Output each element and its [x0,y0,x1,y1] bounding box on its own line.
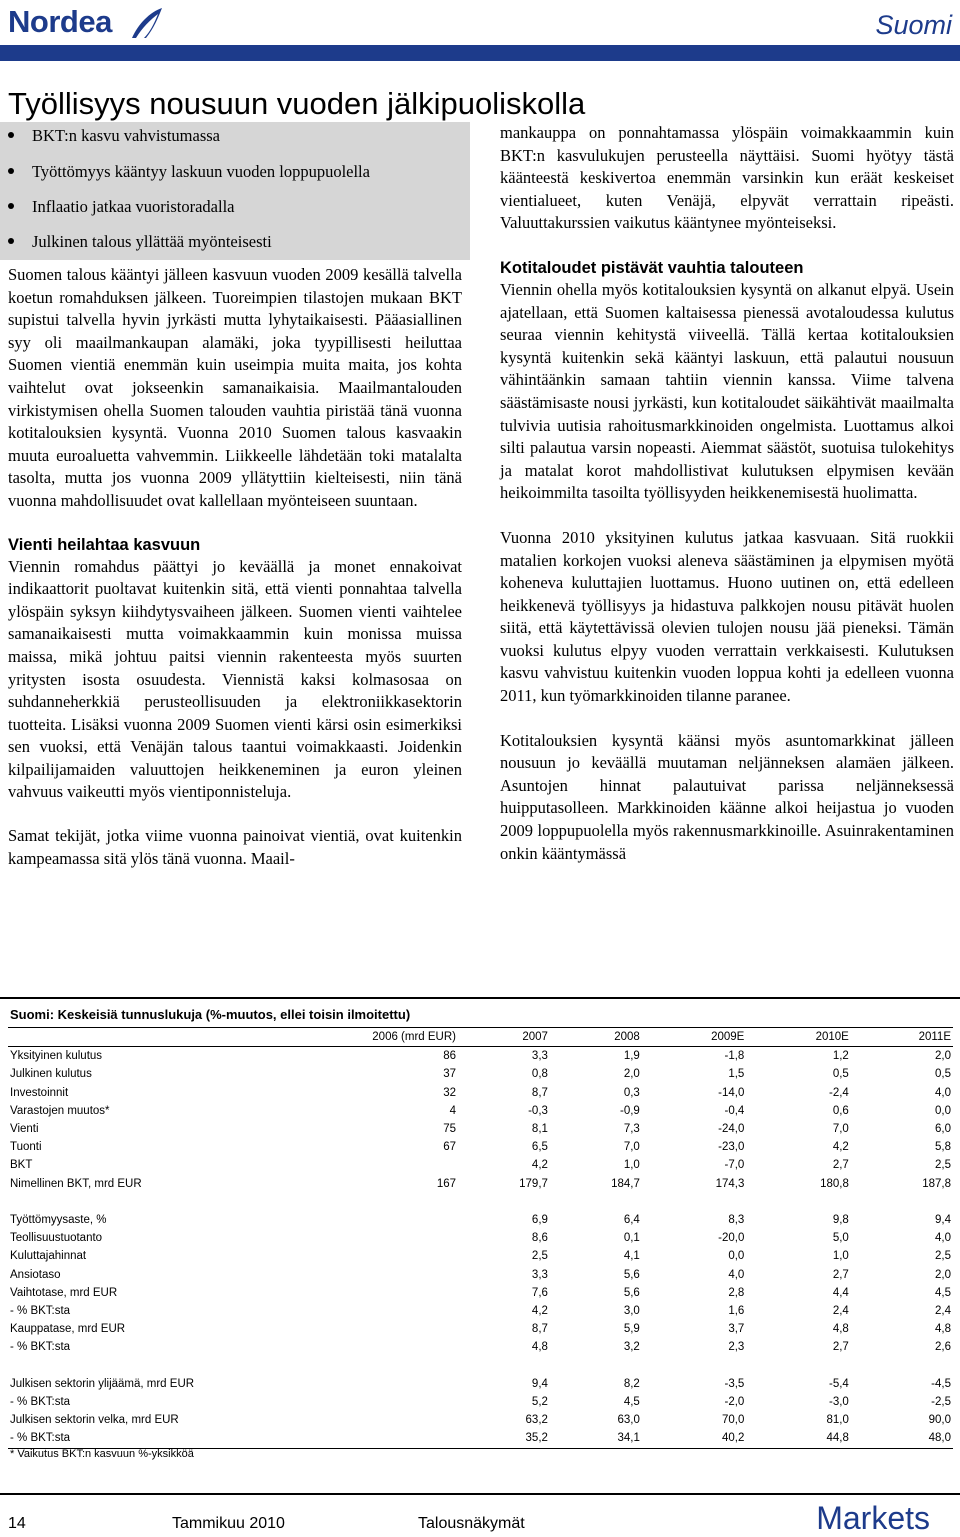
table-row [8,1065,953,1083]
value-cell: 8,7 [531,1086,548,1099]
table-row [8,1338,953,1356]
row-label: Nimellinen BKT, mrd EUR [10,1177,142,1190]
paragraph: Vuonna 2010 yksityinen kulutus jatkaa kasvuaan. Sitä ruokkii matalien korkojen vuoksi aleneva säästäminen ja elpymisen myötä koheneva kuluttajien luottamus. Huono uutinen on, että edelleen heikkenevä työllisyys ja hidastuva palkkojen nousu pitävät huolen siitä, että käytettävissä olevien tulojen nousu jää pieneksi. Tämän vuoksi kulutus elpyy vuoden verrattain verkkaisesti. Kulutuksen kasvu vahvistuu kuitenkin vuoden loppua kohti ja edelleen vuonna 2011, kun työmarkkinoiden tilanne paranee. [500,527,954,706]
value-cell: 2,0 [935,1268,951,1281]
paragraph: Viennin ohella myös kotitalouksien kysyntä on alkanut elpyä. Usein ajatellaan, että Suomen kaltaisessa pienessä avotaloudessa kulutus seuraa viennin kehitystä viiveellä. Tällä kertaa kotitalouksien kysyntä kuitenkin sekä kääntyi laskuun, että palautui nousuun vähintäänkin samaan tahtiin viennin kanssa. Viime talvena säästämisaste nousi jyrkästi, kun kotitaloudet säikähtivät maailmalta tulvivia uutisia rahoitusmarkkinoiden ongelmista. Luottamus alkoi silti palautua varsin nopeasti. Aiemmat säästöt, suotuisa tulokehitys ja matalat korot mahdollistivat kulutuksen elpymisen kevään heikoimmilta tasoilta työllisyyden heikkenemisestä huolimatta. [500,279,954,503]
value-cell: 2,4 [935,1305,951,1318]
table-title: Suomi: Keskeisiä tunnuslukuja (%-muutos, ellei toisin ilmoitettu) [10,1007,411,1022]
table-row [8,1084,953,1102]
value-cell: 1,2 [832,1050,849,1063]
row-label: Julkisen sektorin ylijäämä, mrd EUR [10,1377,195,1390]
value-cell [212,1393,458,1411]
summary-item: Inflaatio jatkaa vuoristoradalla [8,197,235,217]
table-row [8,1211,953,1229]
summary-item: BKT:n kasvu vahvistumassa [8,126,220,146]
row-label: Tuonti [10,1141,42,1154]
value-cell: 32 [443,1086,456,1099]
value-cell: 6,9 [531,1214,548,1227]
table-row [8,1266,953,1284]
value-cell: 184,7 [611,1177,640,1190]
bullet-icon [8,238,14,244]
value-cell: 167 [436,1177,456,1190]
table-row [8,1120,953,1138]
table-row [8,1047,953,1066]
paragraph: Viennin romahdus päättyi jo keväällä ja monet ennakoivat indikaattorit puoltavat kuitenkin sitä, että vienti ponnahtaa talvella ylöspäin syksyn kiihdytysvaiheen jälkeen. Suomen vienti vaihtelee samanaikaisesti mutta voimakkaammin kuin monissa muissa maissa, mikä johtuu paitsi viennin rakenteesta myös suurten yritysten isosta osuudesta. Viennistä kaksi kolmasosaa on suhdanneherkkiä perusteollisuuden ja elektroniikkasektorin tuotteita. Lisäksi vuonna 2009 Suomen vienti kärsi osin esimerkiksi sen vuoksi, että Venäjän talous taantui voimakkaasti. Joidenkin kilpailijamaiden valuuttojen heikkeneminen ja euron yleinen vahvuus vaikeutti myös vientiponnisteluja. [8,556,462,802]
value-cell: 174,3 [715,1177,745,1190]
value-cell [212,1266,458,1284]
value-cell [212,1284,458,1302]
brand-wordmark: Nordea [8,4,112,39]
value-cell: 0,0 [728,1250,745,1263]
table-row [8,1375,953,1393]
value-cell: 0,8 [531,1068,548,1081]
value-cell: 5,0 [832,1232,849,1245]
value-cell: 3,3 [531,1268,548,1281]
value-cell [212,1375,458,1393]
value-cell: 6,5 [531,1141,548,1154]
value-cell: 4,2 [531,1159,548,1172]
value-cell: 2,4 [832,1305,849,1318]
value-cell: -0,4 [724,1104,745,1117]
footer-date: Tammikuu 2010 [172,1515,285,1532]
table-row [8,1156,953,1174]
value-cell: 75 [443,1123,456,1136]
row-label: Investoinnit [10,1086,69,1099]
row-label: Teollisuustuotanto [10,1232,103,1245]
bullet-icon [8,203,14,209]
value-cell: 0,5 [935,1068,951,1081]
empty-cell [746,1357,851,1375]
value-cell: 180,8 [820,1177,849,1190]
empty-cell [8,1193,212,1211]
value-cell: 4,8 [832,1323,849,1336]
value-cell: 3,0 [623,1305,640,1318]
value-cell: -5,4 [829,1377,849,1390]
empty-cell [458,1193,550,1211]
value-cell: -2,5 [931,1396,951,1409]
empty-cell [642,1193,747,1211]
bullet-icon [8,132,14,138]
value-cell: 8,6 [531,1232,548,1245]
value-cell: 4,5 [623,1396,640,1409]
value-cell: 2,0 [935,1050,951,1063]
empty-cell [212,1357,458,1375]
value-cell: -7,0 [724,1159,745,1172]
header-cell: 2007 [458,1028,550,1047]
header-cell: 2006 (mrd EUR) [212,1028,458,1047]
paragraph: Samat tekijät, jotka viime vuonna painoivat vientiä, ovat kuitenkin kampeamassa sitä ylös tänä vuonna. Maail- [8,826,462,868]
bullet-icon [8,168,14,174]
value-cell: 3,7 [728,1323,745,1336]
value-cell: 4,4 [832,1286,849,1299]
value-cell: 86 [443,1050,456,1063]
value-cell: 5,9 [623,1323,640,1336]
value-cell: 0,0 [935,1104,951,1117]
paragraph: Kotitalouksien kysyntä käänsi myös asuntomarkkinat jälleen nousuun jo keväällä muutaman neljänneksen alamäen jälkeen. Asuntojen hinnat palautuivat parissa neljänneksessä huipputasolleen. Markkinoiden käänne alkoi heijastua jo vuoden 2009 loppupuolella myös rakennusmarkkinoille. Asuinrakentaminen onkin kääntymässä [500,730,954,863]
row-label: Kauppatase, mrd EUR [10,1323,126,1336]
row-label: Julkinen kulutus [10,1068,92,1081]
value-cell: -20,0 [718,1232,745,1245]
value-cell: 8,3 [728,1214,745,1227]
table-spacer-row [8,1193,953,1211]
page-number: 14 [8,1515,26,1532]
table-footnote: * Vaikutus BKT:n kasvuun %-yksikköä [10,1448,194,1460]
value-cell: 67 [443,1141,456,1154]
value-cell [212,1302,458,1320]
value-cell: 9,4 [531,1377,548,1390]
key-figures-table [8,1027,953,1449]
table-row [8,1284,953,1302]
value-cell: 2,5 [935,1250,951,1263]
empty-cell [550,1193,642,1211]
empty-cell [8,1357,212,1375]
value-cell: 2,7 [832,1159,849,1172]
value-cell: 2,5 [531,1250,548,1263]
value-cell: 3,3 [531,1050,548,1063]
header-cell [8,1028,212,1047]
footer-rule [0,1493,960,1495]
empty-cell [642,1357,747,1375]
value-cell [212,1156,458,1174]
summary-item: Julkinen talous yllättää myönteisesti [8,232,272,252]
table-row [8,1393,953,1411]
value-cell: -14,0 [718,1086,745,1099]
value-cell: 70,0 [721,1414,745,1427]
table-row [8,1429,953,1448]
header-cell: 2010E [746,1028,851,1047]
row-label: Ansiotaso [10,1268,61,1281]
value-cell: 90,0 [928,1414,951,1427]
value-cell: 7,0 [623,1141,640,1154]
empty-cell [851,1193,953,1211]
table-spacer-row [8,1357,953,1375]
value-cell: 8,1 [531,1123,548,1136]
summary-item: Työttömyys kääntyy laskuun vuoden loppupuolella [8,162,370,182]
row-label: Vienti [10,1123,39,1136]
value-cell: 63,2 [525,1414,548,1427]
value-cell: 2,8 [728,1286,745,1299]
table-row [8,1229,953,1247]
row-label: - % BKT:sta [10,1341,71,1354]
value-cell: 2,7 [832,1341,849,1354]
table-row [8,1247,953,1265]
row-label: Julkisen sektorin velka, mrd EUR [10,1414,179,1427]
value-cell: 9,4 [935,1214,951,1227]
value-cell: 6,0 [935,1123,951,1136]
value-cell: 48,0 [851,1429,953,1448]
row-label: Kuluttajahinnat [10,1250,87,1263]
value-cell: 5,6 [623,1286,640,1299]
markets-logo: Markets [816,1500,930,1536]
value-cell: 7,6 [531,1286,548,1299]
value-cell: 3,2 [623,1341,640,1354]
table-row [8,1411,953,1429]
value-cell: 4,0 [935,1086,951,1099]
row-label: - % BKT:sta [10,1305,71,1318]
row-label: Yksityinen kulutus [10,1050,103,1063]
value-cell: 37 [443,1068,456,1081]
value-cell: 8,7 [531,1323,548,1336]
value-cell: 40,2 [642,1429,747,1448]
summary-box [0,122,470,260]
value-cell: 34,1 [550,1429,642,1448]
value-cell: 5,2 [531,1396,548,1409]
value-cell [212,1211,458,1229]
paragraph: Suomen talous kääntyi jälleen kasvuun vuoden 2009 kesällä talvella koetun romahduksen jälkeen. Tuoreimpien tilastojen mukaan BKT supistui talvella hyvin jyrkästi mutta lyhytaikaisesti. Pääasiallinen syy oli maailmankaupan alamäki, joka tyypillisesti heiluttaa Suomen vientiä enemmän kuin useimpia muita maita, jos kohta vaihtelut ovat jokseenkin samanaikaisia. Maailmantalouden virkistymisen ohella Suomen talouden vauhtia piristää tänä vuonna kotitalouksien kysyntä. Vuonna 2010 Suomen talous kasvaakin muuta euroaluetta vahvemmin. Liikkeelle lähdetään toki matalalta tasolta, mutta jos vuonna 2009 yllätyttiin kielteisesti, niin tänä vuonna mahdollisuudet ovat kallellaan myönteiseen suuntaan. [8,265,462,510]
header-rule [0,45,960,61]
page-title: Työllisyys nousuun vuoden jälkipuoliskolla [8,86,586,121]
value-cell: 2,5 [935,1159,951,1172]
sail-icon [128,6,164,40]
section-label: Suomi [875,10,952,40]
row-label: Työttömyysaste, % [10,1214,107,1227]
value-cell: 0,3 [623,1086,640,1099]
value-cell: -3,0 [829,1396,849,1409]
value-cell: 1,5 [728,1068,745,1081]
left-column [8,264,462,870]
header-cell: 2009E [642,1028,747,1047]
table-row [8,1302,953,1320]
value-cell: -2,4 [829,1086,849,1099]
empty-cell [746,1193,851,1211]
paragraph: mankauppa on ponnahtamassa ylöspäin voimakkaammin kuin BKT:n kasvulukujen perusteella näyttäisi. Suomi hyötyy tästä käänteestä keskivertoa enemmän varsinkin kun eräät keskeiset vientialueet, kuten Venäjä, elpyvät verrattain ripeästi. Valuuttakurssien vaikutus kääntynee myönteiseksi. [500,123,954,233]
footer-publication: Talousnäkymät [418,1515,525,1532]
value-cell [212,1320,458,1338]
value-cell: -24,0 [718,1123,745,1136]
value-cell [212,1411,458,1429]
empty-cell [458,1357,550,1375]
header-cell: 2008 [550,1028,642,1047]
value-cell: 8,2 [623,1377,640,1390]
value-cell: 35,2 [458,1429,550,1448]
value-cell: 81,0 [826,1414,849,1427]
value-cell: 4,8 [935,1323,951,1336]
table-row [8,1320,953,1338]
value-cell: -4,5 [931,1377,951,1390]
empty-cell [851,1357,953,1375]
row-label: Vaihtotase, mrd EUR [10,1286,118,1299]
value-cell [212,1229,458,1247]
value-cell: 4,0 [728,1268,745,1281]
empty-cell [212,1193,458,1211]
row-label: - % BKT:sta [10,1396,71,1409]
value-cell: -3,5 [724,1377,745,1390]
value-cell [212,1247,458,1265]
value-cell: 4 [449,1104,456,1117]
table-row [8,1175,953,1193]
section-heading: Kotitaloudet pistävät vauhtia talouteen [500,258,804,277]
value-cell [212,1338,458,1356]
value-cell: 179,7 [519,1177,548,1190]
value-cell: 1,0 [832,1250,849,1263]
value-cell: -0,3 [528,1104,548,1117]
value-cell: 0,6 [832,1104,849,1117]
value-cell: 63,0 [617,1414,640,1427]
empty-cell [550,1357,642,1375]
value-cell: 9,8 [832,1214,849,1227]
value-cell: 0,5 [832,1068,849,1081]
section-heading: Vienti heilahtaa kasvuun [8,535,201,554]
value-cell: -0,9 [620,1104,640,1117]
value-cell [212,1429,458,1448]
value-cell: 5,8 [935,1141,951,1154]
value-cell: 1,6 [728,1305,745,1318]
value-cell: 6,4 [623,1214,640,1227]
value-cell: 0,1 [623,1232,640,1245]
value-cell: 2,6 [935,1341,951,1354]
value-cell: 4,2 [832,1141,849,1154]
value-cell: 4,1 [623,1250,640,1263]
value-cell: 2,3 [728,1341,745,1354]
right-column [500,122,954,865]
table-row [8,1138,953,1156]
value-cell: 1,9 [623,1050,640,1063]
nordea-logo [8,4,168,40]
value-cell: 7,0 [832,1123,849,1136]
value-cell: -1,8 [724,1050,745,1063]
row-label: - % BKT:sta [8,1429,212,1448]
value-cell: 7,3 [623,1123,640,1136]
value-cell: 1,0 [623,1159,640,1172]
value-cell: -23,0 [718,1141,745,1154]
row-label: BKT [10,1159,33,1172]
value-cell: 4,0 [935,1232,951,1245]
value-cell: 2,0 [623,1068,640,1081]
row-label: Varastojen muutos* [10,1104,110,1117]
value-cell: 187,8 [922,1177,951,1190]
value-cell: -2,0 [724,1396,745,1409]
header-cell: 2011E [851,1028,953,1047]
table-header-row [8,1028,953,1047]
value-cell: 5,6 [623,1268,640,1281]
value-cell: 2,7 [832,1268,849,1281]
table-top-rule [0,997,960,999]
value-cell: 44,8 [746,1429,851,1448]
table-row [8,1102,953,1120]
value-cell: 4,5 [935,1286,951,1299]
value-cell: 4,2 [531,1305,548,1318]
value-cell: 4,8 [531,1341,548,1354]
